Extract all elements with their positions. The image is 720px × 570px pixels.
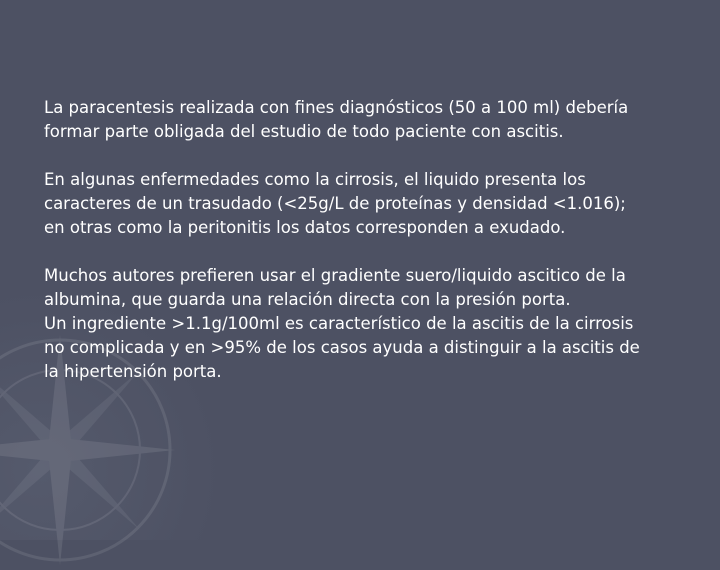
text-line: formar parte obligada del estudio de todo paciente con ascitis. (44, 122, 564, 141)
text-line: En algunas enfermedades como la cirrosis, el liquido presenta los (44, 170, 586, 189)
paragraph-paracentesis (44, 96, 694, 144)
text-line: albumina, que guarda una relación directa con la presión porta. (44, 290, 571, 309)
text-line: en otras como la peritonitis los datos corresponden a exudado. (44, 218, 566, 237)
text-line: La paracentesis realizada con fines diagnósticos (50 a 100 ml) debería (44, 98, 629, 117)
text-line: caracteres de un trasudado (<25g/L de proteínas y densidad <1.016); (44, 194, 626, 213)
text-line: no complicada y en >95% de los casos ayuda a distinguir a la ascitis de (44, 338, 640, 357)
paragraph-gradiente (44, 264, 694, 384)
text-line: Un ingrediente >1.1g/100ml es característico de la ascitis de la cirrosis (44, 314, 634, 333)
text-line: la hipertensión porta. (44, 362, 222, 381)
text-line: Muchos autores prefieren usar el gradiente suero/liquido ascitico de la (44, 266, 626, 285)
paragraph-trasudado (44, 168, 694, 240)
slide-content (44, 96, 694, 408)
